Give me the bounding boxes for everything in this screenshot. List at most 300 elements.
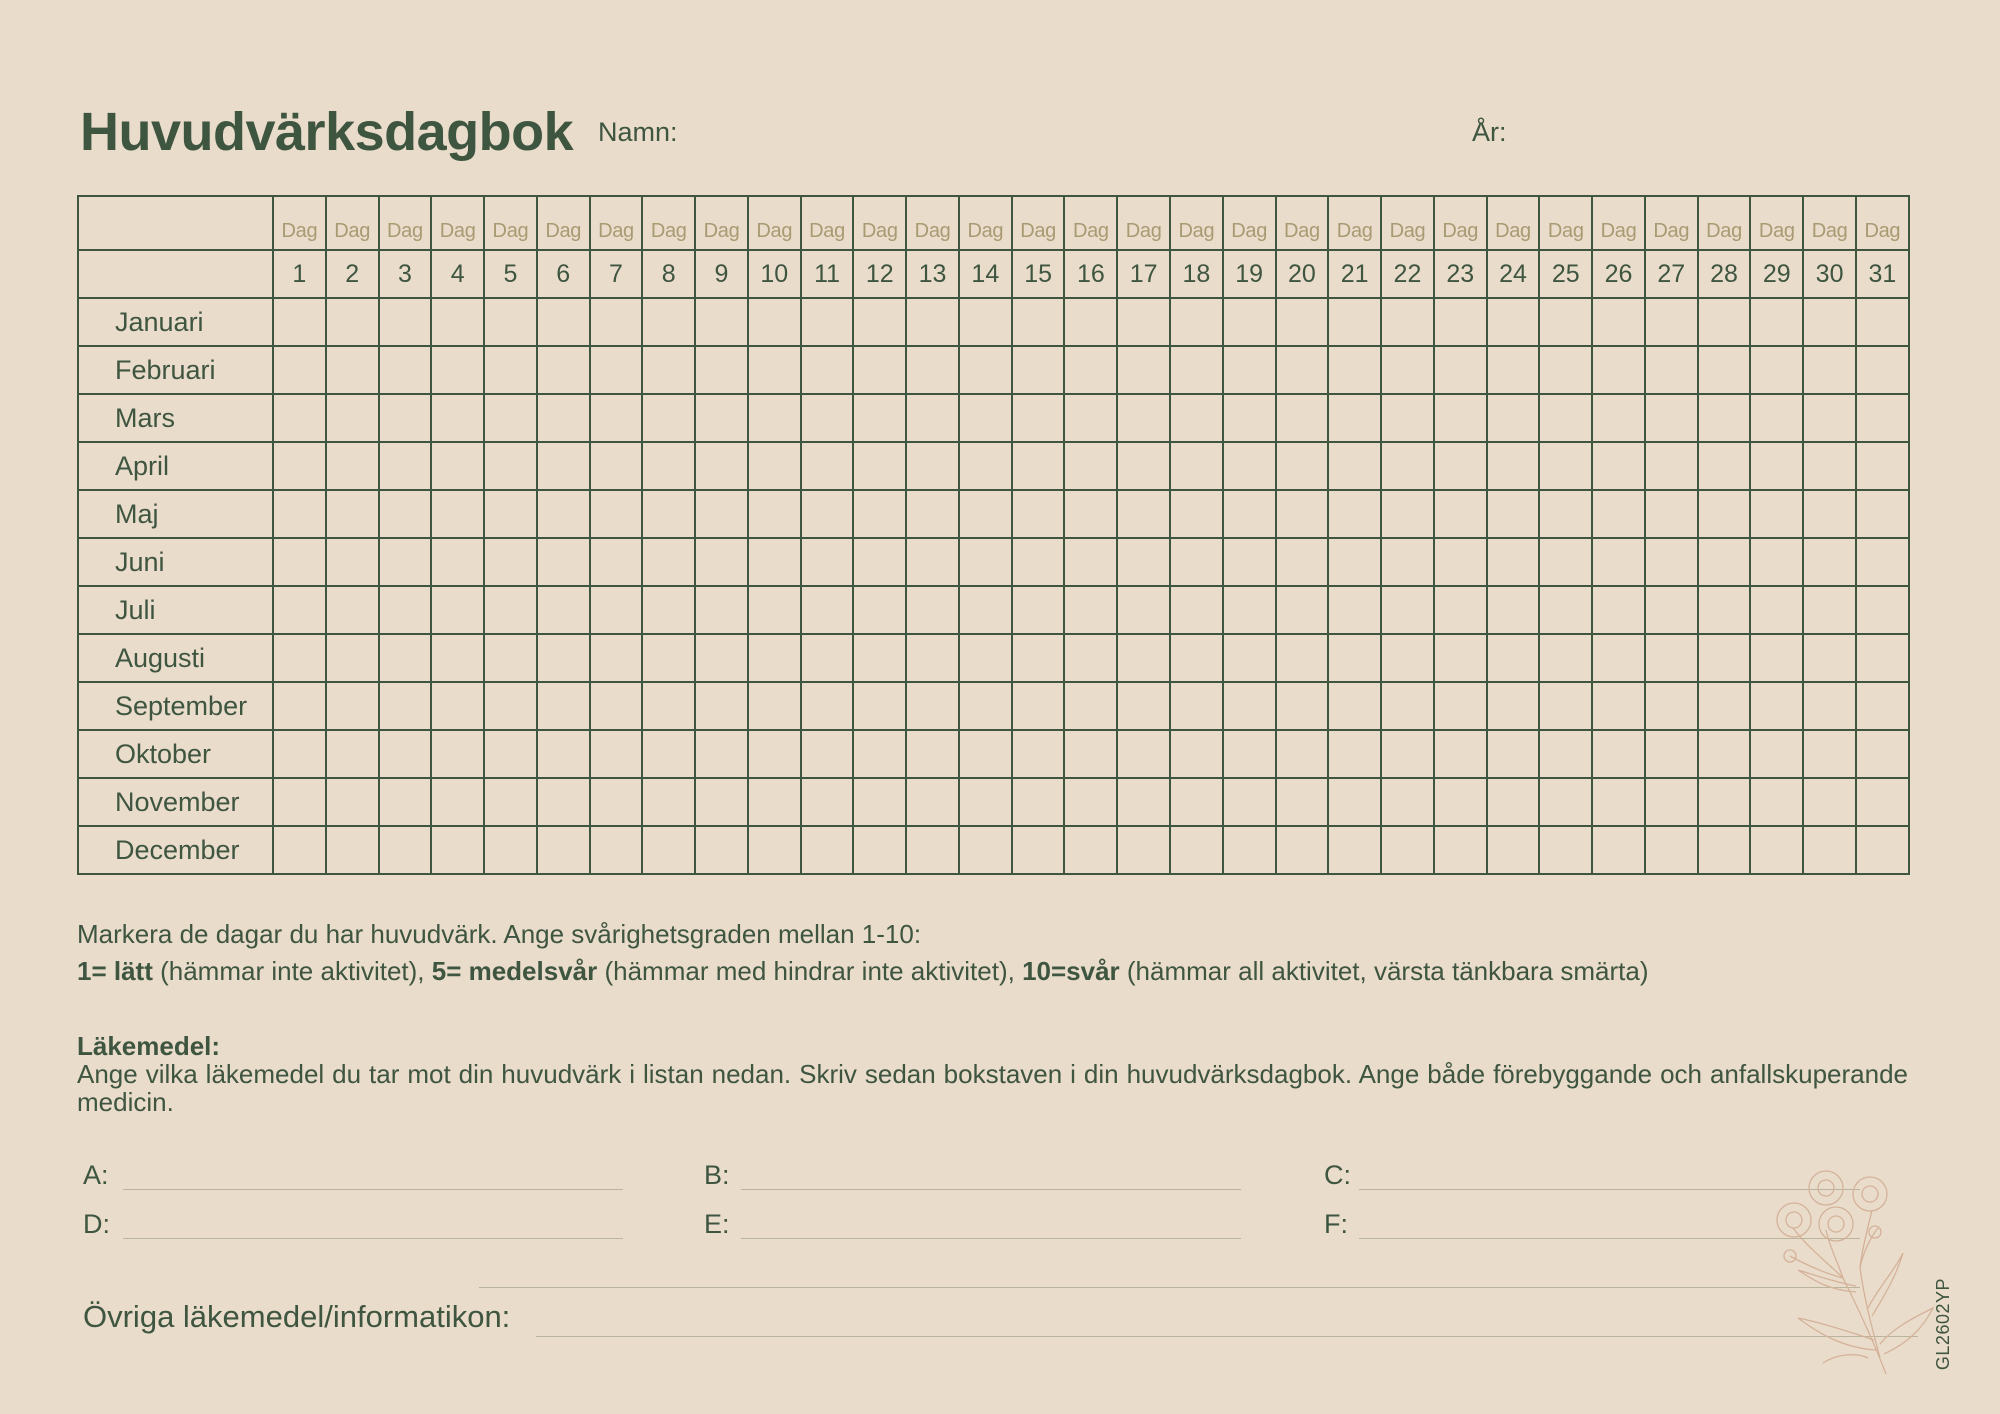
day-cell[interactable] bbox=[1117, 298, 1170, 346]
day-cell[interactable] bbox=[1012, 538, 1065, 586]
day-cell[interactable] bbox=[1487, 538, 1540, 586]
day-cell[interactable] bbox=[590, 538, 643, 586]
day-cell[interactable] bbox=[1117, 826, 1170, 874]
day-cell[interactable] bbox=[1592, 586, 1645, 634]
day-cell[interactable] bbox=[1750, 730, 1803, 778]
day-cell[interactable] bbox=[1698, 442, 1751, 490]
day-cell[interactable] bbox=[695, 778, 748, 826]
day-cell[interactable] bbox=[1645, 730, 1698, 778]
day-cell[interactable] bbox=[1856, 298, 1909, 346]
day-cell[interactable] bbox=[379, 394, 432, 442]
day-cell[interactable] bbox=[1750, 826, 1803, 874]
day-cell[interactable] bbox=[959, 442, 1012, 490]
day-cell[interactable] bbox=[590, 394, 643, 442]
day-cell[interactable] bbox=[1434, 826, 1487, 874]
day-cell[interactable] bbox=[906, 298, 959, 346]
day-cell[interactable] bbox=[326, 490, 379, 538]
day-cell[interactable] bbox=[642, 394, 695, 442]
day-cell[interactable] bbox=[326, 778, 379, 826]
day-cell[interactable] bbox=[748, 682, 801, 730]
day-cell[interactable] bbox=[1487, 778, 1540, 826]
day-cell[interactable] bbox=[1487, 346, 1540, 394]
day-cell[interactable] bbox=[853, 778, 906, 826]
day-cell[interactable] bbox=[642, 634, 695, 682]
day-cell[interactable] bbox=[1856, 682, 1909, 730]
day-cell[interactable] bbox=[1328, 634, 1381, 682]
day-cell[interactable] bbox=[537, 826, 590, 874]
day-cell[interactable] bbox=[1645, 682, 1698, 730]
day-cell[interactable] bbox=[1750, 394, 1803, 442]
day-cell[interactable] bbox=[642, 346, 695, 394]
day-cell[interactable] bbox=[1803, 826, 1856, 874]
day-cell[interactable] bbox=[748, 394, 801, 442]
day-cell[interactable] bbox=[1434, 634, 1487, 682]
day-cell[interactable] bbox=[695, 682, 748, 730]
day-cell[interactable] bbox=[1539, 634, 1592, 682]
day-cell[interactable] bbox=[1223, 298, 1276, 346]
day-cell[interactable] bbox=[431, 826, 484, 874]
day-cell[interactable] bbox=[1592, 394, 1645, 442]
day-cell[interactable] bbox=[1117, 538, 1170, 586]
day-cell[interactable] bbox=[1750, 346, 1803, 394]
day-cell[interactable] bbox=[1276, 442, 1329, 490]
day-cell[interactable] bbox=[590, 346, 643, 394]
day-cell[interactable] bbox=[1276, 826, 1329, 874]
medication-f-field[interactable] bbox=[1359, 1212, 1860, 1239]
day-cell[interactable] bbox=[1698, 634, 1751, 682]
day-cell[interactable] bbox=[906, 778, 959, 826]
day-cell[interactable] bbox=[695, 394, 748, 442]
day-cell[interactable] bbox=[1012, 490, 1065, 538]
day-cell[interactable] bbox=[1064, 778, 1117, 826]
day-cell[interactable] bbox=[1592, 778, 1645, 826]
day-cell[interactable] bbox=[1276, 298, 1329, 346]
day-cell[interactable] bbox=[1012, 778, 1065, 826]
day-cell[interactable] bbox=[1803, 298, 1856, 346]
day-cell[interactable] bbox=[379, 298, 432, 346]
day-cell[interactable] bbox=[590, 442, 643, 490]
day-cell[interactable] bbox=[1381, 538, 1434, 586]
day-cell[interactable] bbox=[1117, 442, 1170, 490]
day-cell[interactable] bbox=[273, 682, 326, 730]
day-cell[interactable] bbox=[642, 490, 695, 538]
day-cell[interactable] bbox=[1645, 634, 1698, 682]
day-cell[interactable] bbox=[326, 442, 379, 490]
day-cell[interactable] bbox=[1539, 730, 1592, 778]
day-cell[interactable] bbox=[642, 730, 695, 778]
day-cell[interactable] bbox=[1487, 586, 1540, 634]
day-cell[interactable] bbox=[906, 442, 959, 490]
day-cell[interactable] bbox=[1328, 298, 1381, 346]
day-cell[interactable] bbox=[959, 298, 1012, 346]
day-cell[interactable] bbox=[1698, 778, 1751, 826]
day-cell[interactable] bbox=[1012, 634, 1065, 682]
day-cell[interactable] bbox=[326, 682, 379, 730]
day-cell[interactable] bbox=[1381, 490, 1434, 538]
day-cell[interactable] bbox=[853, 538, 906, 586]
day-cell[interactable] bbox=[801, 442, 854, 490]
day-cell[interactable] bbox=[326, 826, 379, 874]
day-cell[interactable] bbox=[1117, 634, 1170, 682]
day-cell[interactable] bbox=[1645, 394, 1698, 442]
day-cell[interactable] bbox=[853, 826, 906, 874]
day-cell[interactable] bbox=[1117, 490, 1170, 538]
day-cell[interactable] bbox=[1487, 490, 1540, 538]
day-cell[interactable] bbox=[695, 826, 748, 874]
day-cell[interactable] bbox=[642, 778, 695, 826]
day-cell[interactable] bbox=[1856, 826, 1909, 874]
day-cell[interactable] bbox=[695, 730, 748, 778]
day-cell[interactable] bbox=[431, 586, 484, 634]
day-cell[interactable] bbox=[1856, 634, 1909, 682]
day-cell[interactable] bbox=[1434, 442, 1487, 490]
day-cell[interactable] bbox=[1170, 826, 1223, 874]
day-cell[interactable] bbox=[1117, 346, 1170, 394]
day-cell[interactable] bbox=[1223, 634, 1276, 682]
day-cell[interactable] bbox=[1012, 394, 1065, 442]
day-cell[interactable] bbox=[326, 298, 379, 346]
day-cell[interactable] bbox=[1223, 586, 1276, 634]
day-cell[interactable] bbox=[695, 490, 748, 538]
day-cell[interactable] bbox=[748, 634, 801, 682]
day-cell[interactable] bbox=[801, 394, 854, 442]
day-cell[interactable] bbox=[748, 346, 801, 394]
day-cell[interactable] bbox=[484, 394, 537, 442]
day-cell[interactable] bbox=[1170, 538, 1223, 586]
day-cell[interactable] bbox=[695, 538, 748, 586]
day-cell[interactable] bbox=[590, 298, 643, 346]
day-cell[interactable] bbox=[1064, 298, 1117, 346]
day-cell[interactable] bbox=[1698, 538, 1751, 586]
day-cell[interactable] bbox=[1064, 490, 1117, 538]
day-cell[interactable] bbox=[1170, 586, 1223, 634]
day-cell[interactable] bbox=[1539, 394, 1592, 442]
day-cell[interactable] bbox=[1698, 490, 1751, 538]
day-cell[interactable] bbox=[1223, 730, 1276, 778]
day-cell[interactable] bbox=[1592, 682, 1645, 730]
day-cell[interactable] bbox=[959, 730, 1012, 778]
day-cell[interactable] bbox=[1434, 682, 1487, 730]
day-cell[interactable] bbox=[537, 298, 590, 346]
day-cell[interactable] bbox=[537, 442, 590, 490]
day-cell[interactable] bbox=[1276, 586, 1329, 634]
day-cell[interactable] bbox=[484, 490, 537, 538]
day-cell[interactable] bbox=[1328, 490, 1381, 538]
day-cell[interactable] bbox=[1487, 634, 1540, 682]
day-cell[interactable] bbox=[326, 586, 379, 634]
day-cell[interactable] bbox=[1223, 826, 1276, 874]
day-cell[interactable] bbox=[1698, 298, 1751, 346]
day-cell[interactable] bbox=[1750, 298, 1803, 346]
day-cell[interactable] bbox=[1698, 730, 1751, 778]
day-cell[interactable] bbox=[1856, 730, 1909, 778]
day-cell[interactable] bbox=[273, 826, 326, 874]
day-cell[interactable] bbox=[1276, 346, 1329, 394]
day-cell[interactable] bbox=[959, 346, 1012, 394]
day-cell[interactable] bbox=[906, 634, 959, 682]
other-medication-field-1[interactable] bbox=[479, 1261, 1860, 1288]
day-cell[interactable] bbox=[1645, 442, 1698, 490]
day-cell[interactable] bbox=[1381, 442, 1434, 490]
day-cell[interactable] bbox=[853, 442, 906, 490]
day-cell[interactable] bbox=[1434, 346, 1487, 394]
day-cell[interactable] bbox=[906, 826, 959, 874]
day-cell[interactable] bbox=[853, 490, 906, 538]
day-cell[interactable] bbox=[590, 586, 643, 634]
day-cell[interactable] bbox=[1223, 538, 1276, 586]
day-cell[interactable] bbox=[1328, 346, 1381, 394]
day-cell[interactable] bbox=[642, 586, 695, 634]
day-cell[interactable] bbox=[484, 346, 537, 394]
medication-c-field[interactable] bbox=[1359, 1163, 1860, 1190]
day-cell[interactable] bbox=[379, 682, 432, 730]
day-cell[interactable] bbox=[273, 730, 326, 778]
day-cell[interactable] bbox=[1434, 778, 1487, 826]
day-cell[interactable] bbox=[748, 490, 801, 538]
day-cell[interactable] bbox=[1645, 346, 1698, 394]
day-cell[interactable] bbox=[484, 586, 537, 634]
day-cell[interactable] bbox=[1750, 778, 1803, 826]
day-cell[interactable] bbox=[1698, 682, 1751, 730]
day-cell[interactable] bbox=[695, 634, 748, 682]
day-cell[interactable] bbox=[1276, 394, 1329, 442]
day-cell[interactable] bbox=[1539, 538, 1592, 586]
day-cell[interactable] bbox=[1170, 682, 1223, 730]
day-cell[interactable] bbox=[1750, 682, 1803, 730]
day-cell[interactable] bbox=[1276, 538, 1329, 586]
day-cell[interactable] bbox=[695, 346, 748, 394]
day-cell[interactable] bbox=[748, 538, 801, 586]
day-cell[interactable] bbox=[748, 730, 801, 778]
day-cell[interactable] bbox=[1750, 442, 1803, 490]
day-cell[interactable] bbox=[379, 490, 432, 538]
day-cell[interactable] bbox=[906, 538, 959, 586]
day-cell[interactable] bbox=[1170, 490, 1223, 538]
day-cell[interactable] bbox=[590, 730, 643, 778]
medication-a-field[interactable] bbox=[123, 1163, 623, 1190]
day-cell[interactable] bbox=[537, 538, 590, 586]
day-cell[interactable] bbox=[1117, 586, 1170, 634]
day-cell[interactable] bbox=[906, 394, 959, 442]
day-cell[interactable] bbox=[1803, 538, 1856, 586]
day-cell[interactable] bbox=[431, 346, 484, 394]
day-cell[interactable] bbox=[1487, 826, 1540, 874]
day-cell[interactable] bbox=[1381, 682, 1434, 730]
day-cell[interactable] bbox=[1434, 490, 1487, 538]
day-cell[interactable] bbox=[590, 634, 643, 682]
day-cell[interactable] bbox=[273, 778, 326, 826]
day-cell[interactable] bbox=[1276, 682, 1329, 730]
day-cell[interactable] bbox=[273, 634, 326, 682]
day-cell[interactable] bbox=[1803, 682, 1856, 730]
day-cell[interactable] bbox=[906, 586, 959, 634]
day-cell[interactable] bbox=[1170, 442, 1223, 490]
day-cell[interactable] bbox=[1592, 634, 1645, 682]
day-cell[interactable] bbox=[273, 394, 326, 442]
day-cell[interactable] bbox=[1539, 586, 1592, 634]
day-cell[interactable] bbox=[1698, 826, 1751, 874]
day-cell[interactable] bbox=[1117, 730, 1170, 778]
day-cell[interactable] bbox=[1539, 826, 1592, 874]
day-cell[interactable] bbox=[1328, 778, 1381, 826]
day-cell[interactable] bbox=[1750, 634, 1803, 682]
day-cell[interactable] bbox=[537, 346, 590, 394]
day-cell[interactable] bbox=[1592, 538, 1645, 586]
day-cell[interactable] bbox=[959, 826, 1012, 874]
day-cell[interactable] bbox=[1539, 682, 1592, 730]
day-cell[interactable] bbox=[695, 442, 748, 490]
day-cell[interactable] bbox=[1064, 682, 1117, 730]
day-cell[interactable] bbox=[853, 634, 906, 682]
medication-e-field[interactable] bbox=[741, 1212, 1241, 1239]
day-cell[interactable] bbox=[326, 394, 379, 442]
day-cell[interactable] bbox=[1012, 730, 1065, 778]
day-cell[interactable] bbox=[1803, 778, 1856, 826]
day-cell[interactable] bbox=[1592, 298, 1645, 346]
day-cell[interactable] bbox=[959, 778, 1012, 826]
day-cell[interactable] bbox=[1434, 538, 1487, 586]
day-cell[interactable] bbox=[801, 586, 854, 634]
day-cell[interactable] bbox=[1645, 298, 1698, 346]
day-cell[interactable] bbox=[1750, 490, 1803, 538]
day-cell[interactable] bbox=[1645, 490, 1698, 538]
day-cell[interactable] bbox=[1645, 826, 1698, 874]
day-cell[interactable] bbox=[326, 634, 379, 682]
day-cell[interactable] bbox=[379, 826, 432, 874]
day-cell[interactable] bbox=[537, 634, 590, 682]
day-cell[interactable] bbox=[1803, 634, 1856, 682]
day-cell[interactable] bbox=[801, 826, 854, 874]
day-cell[interactable] bbox=[1276, 730, 1329, 778]
day-cell[interactable] bbox=[1223, 346, 1276, 394]
day-cell[interactable] bbox=[1592, 442, 1645, 490]
day-cell[interactable] bbox=[748, 298, 801, 346]
day-cell[interactable] bbox=[537, 730, 590, 778]
day-cell[interactable] bbox=[1064, 538, 1117, 586]
day-cell[interactable] bbox=[1328, 394, 1381, 442]
day-cell[interactable] bbox=[326, 346, 379, 394]
day-cell[interactable] bbox=[1223, 682, 1276, 730]
day-cell[interactable] bbox=[431, 394, 484, 442]
day-cell[interactable] bbox=[1064, 346, 1117, 394]
day-cell[interactable] bbox=[1434, 730, 1487, 778]
day-cell[interactable] bbox=[1223, 394, 1276, 442]
day-cell[interactable] bbox=[642, 442, 695, 490]
day-cell[interactable] bbox=[748, 778, 801, 826]
day-cell[interactable] bbox=[748, 442, 801, 490]
day-cell[interactable] bbox=[1117, 394, 1170, 442]
day-cell[interactable] bbox=[431, 778, 484, 826]
day-cell[interactable] bbox=[1856, 346, 1909, 394]
day-cell[interactable] bbox=[959, 682, 1012, 730]
day-cell[interactable] bbox=[853, 586, 906, 634]
day-cell[interactable] bbox=[379, 442, 432, 490]
day-cell[interactable] bbox=[431, 682, 484, 730]
day-cell[interactable] bbox=[642, 538, 695, 586]
day-cell[interactable] bbox=[379, 538, 432, 586]
day-cell[interactable] bbox=[1223, 442, 1276, 490]
day-cell[interactable] bbox=[1592, 826, 1645, 874]
day-cell[interactable] bbox=[1592, 490, 1645, 538]
day-cell[interactable] bbox=[1064, 394, 1117, 442]
day-cell[interactable] bbox=[1381, 394, 1434, 442]
day-cell[interactable] bbox=[1012, 826, 1065, 874]
day-cell[interactable] bbox=[1064, 442, 1117, 490]
day-cell[interactable] bbox=[273, 442, 326, 490]
year-field[interactable] bbox=[1520, 116, 1904, 150]
day-cell[interactable] bbox=[1170, 298, 1223, 346]
day-cell[interactable] bbox=[1856, 442, 1909, 490]
day-cell[interactable] bbox=[801, 490, 854, 538]
day-cell[interactable] bbox=[590, 778, 643, 826]
day-cell[interactable] bbox=[1170, 634, 1223, 682]
day-cell[interactable] bbox=[1592, 730, 1645, 778]
day-cell[interactable] bbox=[484, 442, 537, 490]
day-cell[interactable] bbox=[1645, 538, 1698, 586]
day-cell[interactable] bbox=[1328, 682, 1381, 730]
day-cell[interactable] bbox=[801, 346, 854, 394]
day-cell[interactable] bbox=[1223, 490, 1276, 538]
day-cell[interactable] bbox=[1012, 298, 1065, 346]
day-cell[interactable] bbox=[484, 538, 537, 586]
day-cell[interactable] bbox=[1750, 586, 1803, 634]
day-cell[interactable] bbox=[1698, 586, 1751, 634]
day-cell[interactable] bbox=[1803, 442, 1856, 490]
day-cell[interactable] bbox=[1276, 490, 1329, 538]
day-cell[interactable] bbox=[273, 298, 326, 346]
day-cell[interactable] bbox=[484, 682, 537, 730]
day-cell[interactable] bbox=[1803, 490, 1856, 538]
medication-d-field[interactable] bbox=[123, 1212, 623, 1239]
day-cell[interactable] bbox=[1170, 778, 1223, 826]
day-cell[interactable] bbox=[1856, 778, 1909, 826]
day-cell[interactable] bbox=[431, 730, 484, 778]
day-cell[interactable] bbox=[326, 538, 379, 586]
day-cell[interactable] bbox=[1064, 586, 1117, 634]
day-cell[interactable] bbox=[484, 634, 537, 682]
day-cell[interactable] bbox=[801, 730, 854, 778]
day-cell[interactable] bbox=[1276, 778, 1329, 826]
day-cell[interactable] bbox=[431, 634, 484, 682]
day-cell[interactable] bbox=[1803, 346, 1856, 394]
day-cell[interactable] bbox=[1381, 298, 1434, 346]
day-cell[interactable] bbox=[431, 298, 484, 346]
day-cell[interactable] bbox=[1750, 538, 1803, 586]
day-cell[interactable] bbox=[959, 634, 1012, 682]
day-cell[interactable] bbox=[1539, 298, 1592, 346]
day-cell[interactable] bbox=[642, 298, 695, 346]
day-cell[interactable] bbox=[1645, 586, 1698, 634]
day-cell[interactable] bbox=[1381, 586, 1434, 634]
day-cell[interactable] bbox=[379, 634, 432, 682]
other-medication-field-2[interactable] bbox=[536, 1310, 1918, 1337]
day-cell[interactable] bbox=[537, 394, 590, 442]
day-cell[interactable] bbox=[906, 730, 959, 778]
day-cell[interactable] bbox=[906, 346, 959, 394]
day-cell[interactable] bbox=[959, 538, 1012, 586]
day-cell[interactable] bbox=[1064, 634, 1117, 682]
day-cell[interactable] bbox=[431, 442, 484, 490]
day-cell[interactable] bbox=[1276, 634, 1329, 682]
day-cell[interactable] bbox=[484, 730, 537, 778]
day-cell[interactable] bbox=[1592, 346, 1645, 394]
day-cell[interactable] bbox=[959, 586, 1012, 634]
day-cell[interactable] bbox=[1487, 394, 1540, 442]
day-cell[interactable] bbox=[1803, 394, 1856, 442]
day-cell[interactable] bbox=[484, 298, 537, 346]
day-cell[interactable] bbox=[379, 730, 432, 778]
day-cell[interactable] bbox=[1434, 394, 1487, 442]
